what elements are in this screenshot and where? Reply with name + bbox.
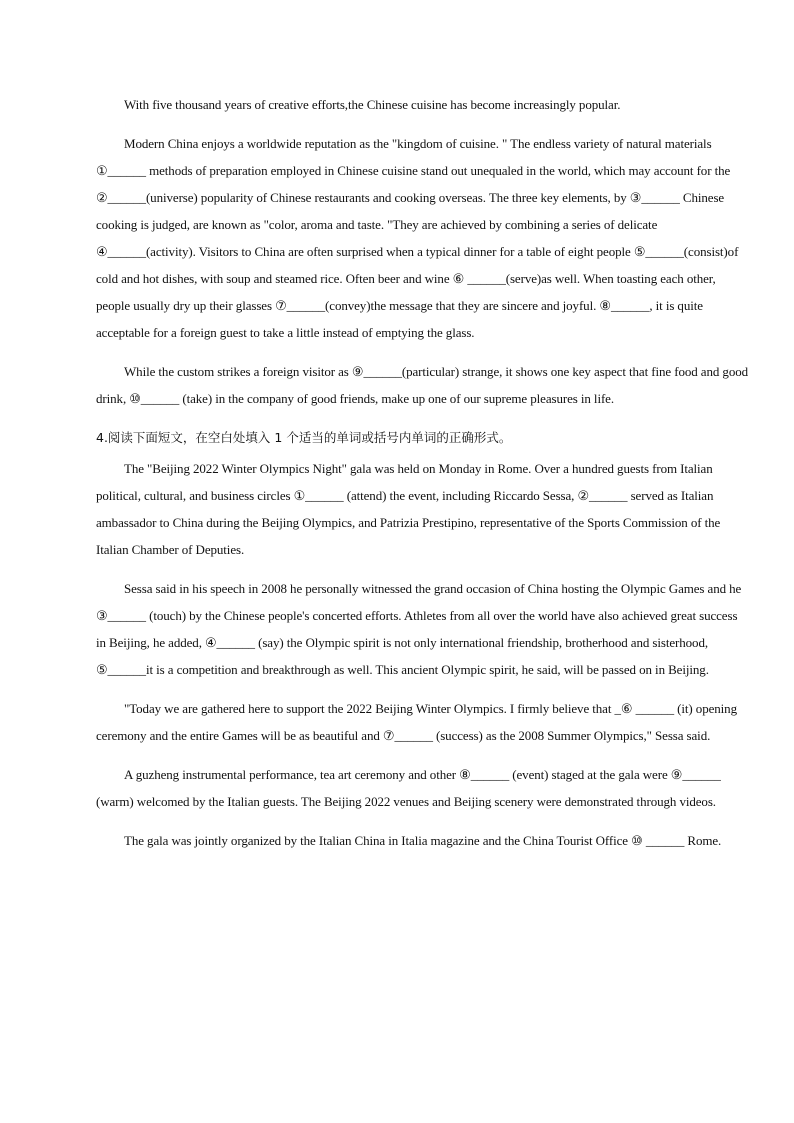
section4-paragraph-3: "Today we are gathered here to support the 2022 Beijing Winter Olympics. I firmly believe that _⑥ ______ (it) opening ceremony and the entire Games will be as beautiful and ⑦______ (success) as the 2008 Summer Olympics," Sessa said. bbox=[96, 701, 737, 743]
passage3-paragraph-2: Modern China enjoys a worldwide reputation as the "kingdom of cuisine. " The endless variety of natural materials ①______ methods of preparation employed in Chinese cuisine stand out unequaled in the world, which may account for the ②______(universe) popularity of Chinese restaurants and cooking overseas. The three key elements, by ③______ Chinese cooking is judged, are known as "color, aroma and taste. "They are achieved by combining a series of delicate ④______(activity). Visitors to China are often surprised when a typical dinner for a table of eight people ⑤______(consist)of cold and hot dishes, with soup and steamed rice. Often beer and wine ⑥ ______(serve)as well. When toasting each other, people usually dry up their glasses ⑦______(convey)the message that they are sincere and joyful. ⑧______, it is quite acceptable for a foreign guest to take a little instead of emptying the glass. bbox=[96, 136, 739, 340]
passage3-paragraph-1: With five thousand years of creative efforts,the Chinese cuisine has become increasingly popular. bbox=[124, 97, 621, 112]
section4-paragraph-1: The "Beijing 2022 Winter Olympics Night" gala was held on Monday in Rome. Over a hundred guests from Italian political, cultural, and business circles ①______ (attend) the event, including Riccardo Sessa, ②______ served as Italian ambassador to China during the Beijing Olympics, and Patrizia Prestipino, representative of the Sports Commission of the Italian Chamber of Deputies. bbox=[96, 461, 721, 557]
section4-instruction: 4.阅读下面短文，在空白处填入 1 个适当的单词或括号内单词的正确形式。 bbox=[96, 430, 512, 445]
document-page bbox=[96, 91, 748, 866]
section4-paragraph-4: A guzheng instrumental performance, tea art ceremony and other ⑧______ (event) staged at the gala were ⑨______ (warm) welcomed by the Italian guests. The Beijing 2022 venues and Beijing scenery were demonstrated through videos. bbox=[96, 767, 721, 809]
section4-paragraph-2: Sessa said in his speech in 2008 he personally witnessed the grand occasion of China hosting the Olympic Games and he ③______ (touch) by the Chinese people's concerted efforts. Athletes from all over the world have also achieved great success in Beijing, he added, ④______ (say) the Olympic spirit is not only international friendship, brotherhood and sisterhood, ⑤______it is a competition and breakthrough as well. This ancient Olympic spirit, he said, will be passed on in Beijing. bbox=[96, 581, 742, 677]
passage3-paragraph-3: While the custom strikes a foreign visitor as ⑨______(particular) strange, it shows one key aspect that fine food and good drink, ⑩______ (take) in the company of good friends, make up one of our supreme pleasures in life. bbox=[96, 364, 749, 406]
section4-paragraph-5: The gala was jointly organized by the Italian China in Italia magazine and the China Tourist Office ⑩ ______ Rome. bbox=[124, 833, 722, 848]
